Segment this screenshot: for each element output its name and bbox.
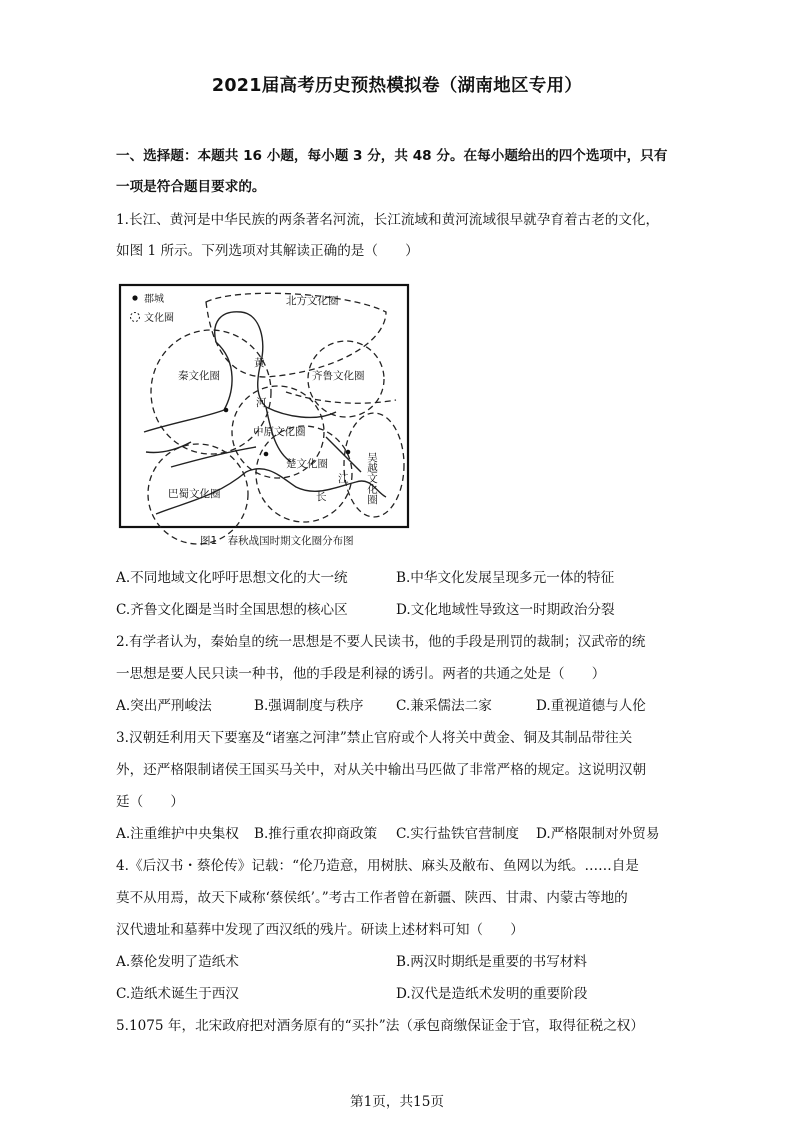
- culture-circle-map: [116, 282, 412, 554]
- q4-option-b: B.两汉时期纸是重要的书写材料: [396, 954, 588, 970]
- label-qin: 秦文化圈: [178, 370, 220, 382]
- q4-option-c: C.造纸术诞生于西汉: [116, 986, 239, 1002]
- q3-option-d: D.严格限制对外贸易: [536, 826, 660, 842]
- section-instruction-line1: 一、选择题：本题共 16 小题，每小题 3 分，共 48 分。在每小题给出的四个选项中，只有: [116, 148, 668, 164]
- q1-stem-line2: 如图 1 所示。下列选项对其解读正确的是（ ）: [116, 243, 419, 259]
- q2-option-c: C.兼采儒法二家: [396, 698, 492, 714]
- q4-option-a: A.蔡伦发明了造纸术: [116, 954, 239, 970]
- legend-circle-icon: [131, 313, 140, 322]
- q1-option-d: D.文化地域性导致这一时期政治分裂: [396, 602, 615, 618]
- label-chu: 楚文化圈: [286, 458, 328, 470]
- q2-option-a: A.突出严刑峻法: [116, 698, 212, 714]
- section-instruction-line2: 一项是符合题目要求的。: [116, 179, 266, 195]
- q4-stem-line1: 4.《后汉书・蔡伦传》记载：“伦乃造意，用树肤、麻头及敝布、鱼网以为纸。……自是: [116, 858, 639, 874]
- label-jiang: 江: [338, 473, 349, 485]
- label-zhongyuan: 中原文化圈: [253, 426, 306, 438]
- page-footer: 第1页，共15页: [350, 1094, 444, 1110]
- q3-option-c: C.实行盐铁官营制度: [396, 826, 519, 842]
- q2-option-b: B.强调制度与秩序: [254, 698, 364, 714]
- label-chang: 长: [316, 491, 327, 503]
- figure-caption: 图1 春秋战国时期文化圈分布图: [200, 535, 354, 547]
- q4-option-d: D.汉代是造纸术发明的重要阶段: [396, 986, 588, 1002]
- q2-stem-line2: 一思想是要人民只读一种书，他的手段是利禄的诱引。两者的共通之处是（ ）: [116, 666, 606, 682]
- label-north: 北方文化圈: [286, 295, 339, 307]
- q3-option-b: B.推行重农抑商政策: [254, 826, 378, 842]
- label-huang: 黄: [254, 357, 265, 369]
- legend-circle-label: 文化圈: [144, 313, 174, 324]
- label-bashu: 巴蜀文化圈: [168, 488, 221, 500]
- legend-capital-icon: [132, 295, 137, 300]
- q3-option-a: A.注重维护中央集权: [116, 826, 239, 842]
- q3-stem-line1: 3.汉朝廷利用天下要塞及“诸塞之河津”禁止官府或个人将关中黄金、铜及其制品带往关: [116, 730, 633, 746]
- q1-option-b: B.中华文化发展呈现多元一体的特征: [396, 570, 615, 586]
- label-he: 河: [256, 397, 267, 409]
- label-qilu: 齐鲁文化圈: [312, 370, 365, 382]
- label-wuyue: 吴越文化圈: [366, 452, 378, 505]
- q4-stem-line2: 莫不从用焉，故天下咸称‘蔡侯纸’。”考古工作者曾在新疆、陕西、甘肃、内蒙古等地的: [116, 890, 628, 906]
- q2-option-d: D.重视道德与人伦: [536, 698, 646, 714]
- q3-stem-line2: 外，还严格限制诸侯王国买马关中，对从关中输出马匹做了非常严格的规定。这说明汉朝: [116, 762, 647, 778]
- q4-stem-line3: 汉代遗址和墓葬中发现了西汉纸的残片。研读上述材料可知（ ）: [116, 922, 524, 938]
- q3-stem-line3: 廷（ ）: [116, 794, 184, 810]
- q1-option-c: C.齐鲁文化圈是当时全国思想的核心区: [116, 602, 348, 618]
- legend-capital-label: 郡城: [144, 294, 164, 305]
- q1-stem-line1: 1.长江、黄河是中华民族的两条著名河流，长江流域和黄河流域很早就孕育着古老的文化，: [116, 212, 660, 228]
- q2-stem-line1: 2.有学者认为，秦始皇的统一思想是不要人民读书，他的手段是刑罚的裁制；汉武帝的统: [116, 634, 646, 650]
- page-title: 2021届高考历史预热模拟卷（湖南地区专用）: [211, 76, 583, 96]
- q1-option-a: A.不同地域文化呼吁思想文化的大一统: [116, 570, 348, 586]
- yellow-river: [144, 312, 336, 432]
- q5-stem-line1: 5.1075 年，北宋政府把对酒务原有的“买扑”法（承包商缴保证金于官，取得征税之权）: [116, 1018, 644, 1034]
